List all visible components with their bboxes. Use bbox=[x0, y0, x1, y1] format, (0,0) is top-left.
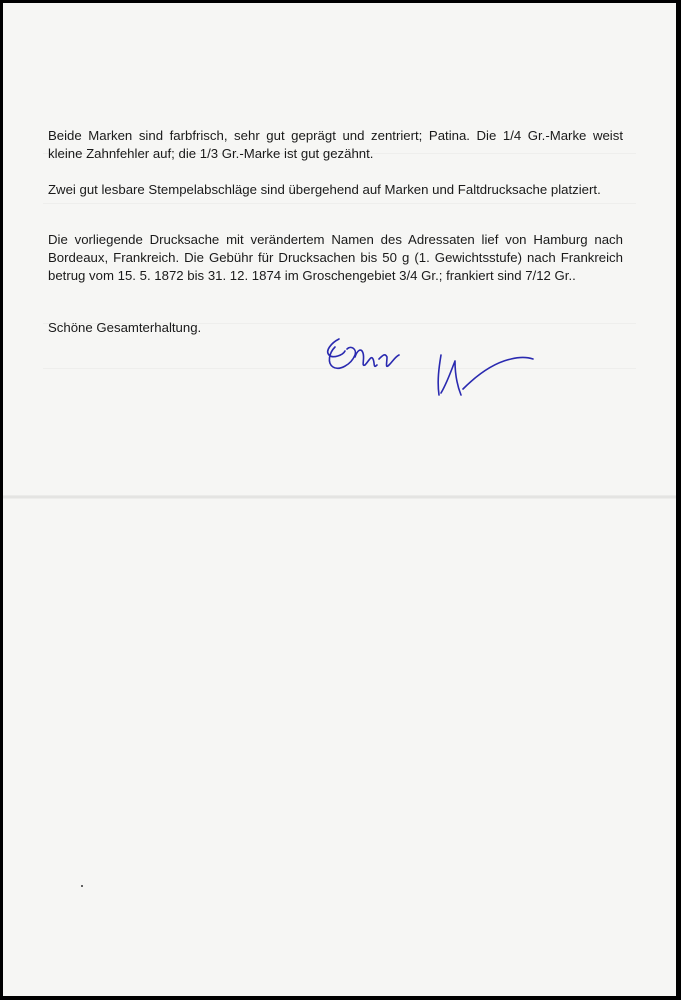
paragraph-text: Die vorliegende Drucksache mit verändertem Namen des Adressaten lief von Hamburg nach Bordeaux, Frankreich. Die Gebühr für Drucksachen bis 50 g (1. Gewichtsstufe) nach Frankreich betrug vom 15. 5. 1872 bis 31. 12. 1874 im Groschengebiet 3/4 Gr.; frankiert sind 7/12 Gr.. bbox=[48, 232, 623, 283]
paragraph-postmarks bbox=[48, 181, 623, 199]
paragraph-text: Schöne Gesamterhaltung. bbox=[48, 320, 202, 335]
paragraph-postage-rate bbox=[48, 231, 623, 285]
paragraph-stamp-condition bbox=[48, 127, 623, 163]
paper-fold bbox=[3, 495, 676, 499]
show-through-line bbox=[43, 203, 636, 204]
paper-speck bbox=[81, 885, 83, 887]
handwritten-signature bbox=[321, 325, 541, 405]
document-page bbox=[3, 3, 676, 996]
paragraph-text: Beide Marken sind farbfrisch, sehr gut geprägt und zentriert; Patina. Die 1/4 Gr.-Marke weist kleine Zahnfehler auf; die 1/3 Gr.-Marke ist gut gezähnt. bbox=[48, 128, 623, 161]
paragraph-text: Zwei gut lesbare Stempelabschläge sind übergehend auf Marken und Faltdrucksache platziert. bbox=[48, 182, 601, 197]
